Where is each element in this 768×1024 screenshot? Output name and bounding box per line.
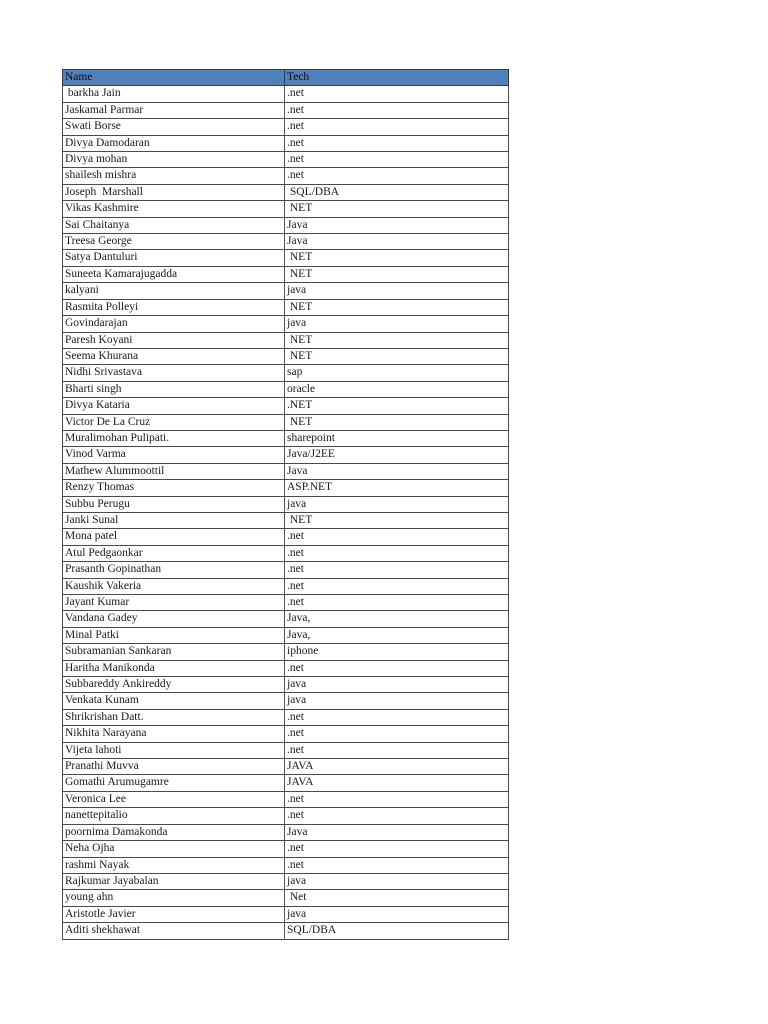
- name-cell[interactable]: Nidhi Srivastava: [63, 365, 285, 381]
- tech-cell[interactable]: .net: [285, 152, 509, 168]
- tech-cell[interactable]: .net: [285, 545, 509, 561]
- name-cell[interactable]: Vikas Kashmire: [63, 201, 285, 217]
- tech-cell[interactable]: .net: [285, 562, 509, 578]
- name-cell[interactable]: Sai Chaitanya: [63, 217, 285, 233]
- tech-cell[interactable]: NET: [285, 266, 509, 282]
- tech-cell[interactable]: Java: [285, 463, 509, 479]
- table-row: [63, 824, 509, 840]
- table-row: [63, 595, 509, 611]
- table-row: [63, 709, 509, 725]
- name-cell[interactable]: Divya Damodaran: [63, 135, 285, 151]
- name-cell[interactable]: Renzy Thomas: [63, 480, 285, 496]
- tech-cell[interactable]: NET: [285, 299, 509, 315]
- tech-cell[interactable]: .net: [285, 595, 509, 611]
- name-cell[interactable]: Aristotle Javier: [63, 906, 285, 922]
- tech-cell[interactable]: oracle: [285, 381, 509, 397]
- name-cell[interactable]: rashmi Nayak: [63, 857, 285, 873]
- data-table: [62, 69, 509, 940]
- tech-cell[interactable]: JAVA: [285, 759, 509, 775]
- table-row: [63, 447, 509, 463]
- name-cell[interactable]: Rasmita Polleyi: [63, 299, 285, 315]
- table-row: [63, 512, 509, 528]
- name-cell[interactable]: Seema Khurana: [63, 348, 285, 364]
- name-cell[interactable]: Veronica Lee: [63, 791, 285, 807]
- table-header: [63, 70, 509, 86]
- tech-cell[interactable]: .net: [285, 791, 509, 807]
- name-cell[interactable]: Subbareddy Ankireddy: [63, 677, 285, 693]
- tech-cell[interactable]: NET: [285, 201, 509, 217]
- column-header-tech[interactable]: Tech: [285, 70, 509, 86]
- tech-cell[interactable]: java: [285, 283, 509, 299]
- tech-cell[interactable]: .net: [285, 168, 509, 184]
- tech-cell[interactable]: sap: [285, 365, 509, 381]
- tech-cell[interactable]: Java,: [285, 611, 509, 627]
- table-row: [63, 299, 509, 315]
- table-row: [63, 627, 509, 643]
- tech-cell[interactable]: NET: [285, 414, 509, 430]
- name-cell[interactable]: Muralimohan Pulipati.: [63, 430, 285, 446]
- tech-cell[interactable]: NET: [285, 512, 509, 528]
- table-row: [63, 775, 509, 791]
- table-row: [63, 102, 509, 118]
- name-cell[interactable]: poornima Damakonda: [63, 824, 285, 840]
- table-row: [63, 808, 509, 824]
- tech-cell[interactable]: java: [285, 693, 509, 709]
- name-cell[interactable]: Haritha Manikonda: [63, 660, 285, 676]
- table-row: [63, 873, 509, 889]
- table-row: [63, 759, 509, 775]
- tech-cell[interactable]: Java: [285, 234, 509, 250]
- name-cell[interactable]: Suneeta Kamarajugadda: [63, 266, 285, 282]
- name-cell[interactable]: Divya mohan: [63, 152, 285, 168]
- name-cell[interactable]: Pranathi Muvva: [63, 759, 285, 775]
- table-row: [63, 365, 509, 381]
- name-cell[interactable]: Vinod Varma: [63, 447, 285, 463]
- tech-cell[interactable]: .net: [285, 709, 509, 725]
- table-row: [63, 529, 509, 545]
- table-row: [63, 693, 509, 709]
- tech-cell[interactable]: sharepoint: [285, 430, 509, 446]
- name-cell[interactable]: Govindarajan: [63, 316, 285, 332]
- name-cell[interactable]: barkha Jain: [63, 86, 285, 102]
- name-cell[interactable]: Subbu Perugu: [63, 496, 285, 512]
- tech-cell[interactable]: .net: [285, 808, 509, 824]
- table-row: [63, 611, 509, 627]
- table-body: [63, 86, 509, 939]
- name-cell[interactable]: Venkata Kunam: [63, 693, 285, 709]
- table-row: [63, 348, 509, 364]
- table-row: [63, 562, 509, 578]
- column-header-name[interactable]: Name: [63, 70, 285, 86]
- tech-cell[interactable]: ASP.NET: [285, 480, 509, 496]
- name-cell[interactable]: Victor De La Cruz: [63, 414, 285, 430]
- tech-cell[interactable]: .net: [285, 578, 509, 594]
- table-row: [63, 184, 509, 200]
- name-cell[interactable]: Joseph Marshall: [63, 184, 285, 200]
- table-row: [63, 168, 509, 184]
- name-cell[interactable]: Mathew Alummoottil: [63, 463, 285, 479]
- name-cell[interactable]: Mona patel: [63, 529, 285, 545]
- name-cell[interactable]: Nikhita Narayana: [63, 726, 285, 742]
- table-row: [63, 841, 509, 857]
- tech-cell[interactable]: Java: [285, 824, 509, 840]
- name-cell[interactable]: Treesa George: [63, 234, 285, 250]
- tech-cell[interactable]: NET: [285, 348, 509, 364]
- table-row: [63, 234, 509, 250]
- name-cell[interactable]: Atul Pedgaonkar: [63, 545, 285, 561]
- table-row: [63, 906, 509, 922]
- name-cell[interactable]: Kaushik Vakeria: [63, 578, 285, 594]
- tech-cell[interactable]: Java/J2EE: [285, 447, 509, 463]
- tech-cell[interactable]: java: [285, 316, 509, 332]
- tech-cell[interactable]: .net: [285, 742, 509, 758]
- name-cell[interactable]: Jaskamal Parmar: [63, 102, 285, 118]
- name-cell[interactable]: Paresh Koyani: [63, 332, 285, 348]
- table-row: [63, 660, 509, 676]
- tech-cell[interactable]: .net: [285, 102, 509, 118]
- table-row: [63, 644, 509, 660]
- table-row: [63, 135, 509, 151]
- tech-cell[interactable]: .net: [285, 660, 509, 676]
- tech-cell[interactable]: .net: [285, 86, 509, 102]
- table-row: [63, 857, 509, 873]
- name-cell[interactable]: Bharti singh: [63, 381, 285, 397]
- name-cell[interactable]: Rajkumar Jayabalan: [63, 873, 285, 889]
- name-cell[interactable]: Vandana Gadey: [63, 611, 285, 627]
- table-row: [63, 430, 509, 446]
- table-row: [63, 414, 509, 430]
- table-row: [63, 923, 509, 939]
- table-row: [63, 545, 509, 561]
- table-row: [63, 152, 509, 168]
- table-row: [63, 86, 509, 102]
- table-row: [63, 316, 509, 332]
- header-row: [63, 70, 509, 86]
- table-row: [63, 890, 509, 906]
- name-cell[interactable]: Minal Patki: [63, 627, 285, 643]
- tech-cell[interactable]: java: [285, 677, 509, 693]
- table-row: [63, 791, 509, 807]
- name-cell[interactable]: Shrikrishan Datt.: [63, 709, 285, 725]
- tech-cell[interactable]: SQL/DBA: [285, 184, 509, 200]
- tech-cell[interactable]: java: [285, 873, 509, 889]
- name-cell[interactable]: shailesh mishra: [63, 168, 285, 184]
- tech-cell[interactable]: Net: [285, 890, 509, 906]
- name-cell[interactable]: Neha Ojha: [63, 841, 285, 857]
- table-row: [63, 381, 509, 397]
- name-cell[interactable]: Aditi shekhawat: [63, 923, 285, 939]
- tech-cell[interactable]: Java: [285, 217, 509, 233]
- table-row: [63, 742, 509, 758]
- tech-cell[interactable]: .net: [285, 841, 509, 857]
- name-cell[interactable]: Gomathi Arumugamre: [63, 775, 285, 791]
- tech-cell[interactable]: NET: [285, 250, 509, 266]
- table-row: [63, 463, 509, 479]
- name-cell[interactable]: kalyani: [63, 283, 285, 299]
- tech-cell[interactable]: NET: [285, 332, 509, 348]
- name-cell[interactable]: Jayant Kumar: [63, 595, 285, 611]
- table-row: [63, 332, 509, 348]
- name-cell[interactable]: Satya Dantuluri: [63, 250, 285, 266]
- name-cell[interactable]: young ahn: [63, 890, 285, 906]
- tech-cell[interactable]: .net: [285, 857, 509, 873]
- table-row: [63, 496, 509, 512]
- table-row: [63, 578, 509, 594]
- table-row: [63, 726, 509, 742]
- tech-cell[interactable]: iphone: [285, 644, 509, 660]
- name-cell[interactable]: Prasanth Gopinathan: [63, 562, 285, 578]
- table-row: [63, 201, 509, 217]
- table-row: [63, 266, 509, 282]
- table-row: [63, 119, 509, 135]
- name-cell[interactable]: Vijeta lahoti: [63, 742, 285, 758]
- name-cell[interactable]: Janki Sunal: [63, 512, 285, 528]
- table-row: [63, 250, 509, 266]
- tech-cell[interactable]: .net: [285, 529, 509, 545]
- tech-cell[interactable]: java: [285, 496, 509, 512]
- tech-cell[interactable]: .net: [285, 726, 509, 742]
- tech-cell[interactable]: .net: [285, 119, 509, 135]
- table-row: [63, 217, 509, 233]
- table-row: [63, 480, 509, 496]
- tech-cell[interactable]: .NET: [285, 398, 509, 414]
- tech-cell[interactable]: SQL/DBA: [285, 923, 509, 939]
- tech-cell[interactable]: Java,: [285, 627, 509, 643]
- tech-cell[interactable]: .net: [285, 135, 509, 151]
- table-row: [63, 677, 509, 693]
- name-cell[interactable]: Subramanian Sankaran: [63, 644, 285, 660]
- spreadsheet: [62, 69, 508, 940]
- name-cell[interactable]: Divya Kataria: [63, 398, 285, 414]
- table-row: [63, 283, 509, 299]
- name-cell[interactable]: nanettepitalio: [63, 808, 285, 824]
- table-row: [63, 398, 509, 414]
- tech-cell[interactable]: JAVA: [285, 775, 509, 791]
- tech-cell[interactable]: java: [285, 906, 509, 922]
- name-cell[interactable]: Swati Borse: [63, 119, 285, 135]
